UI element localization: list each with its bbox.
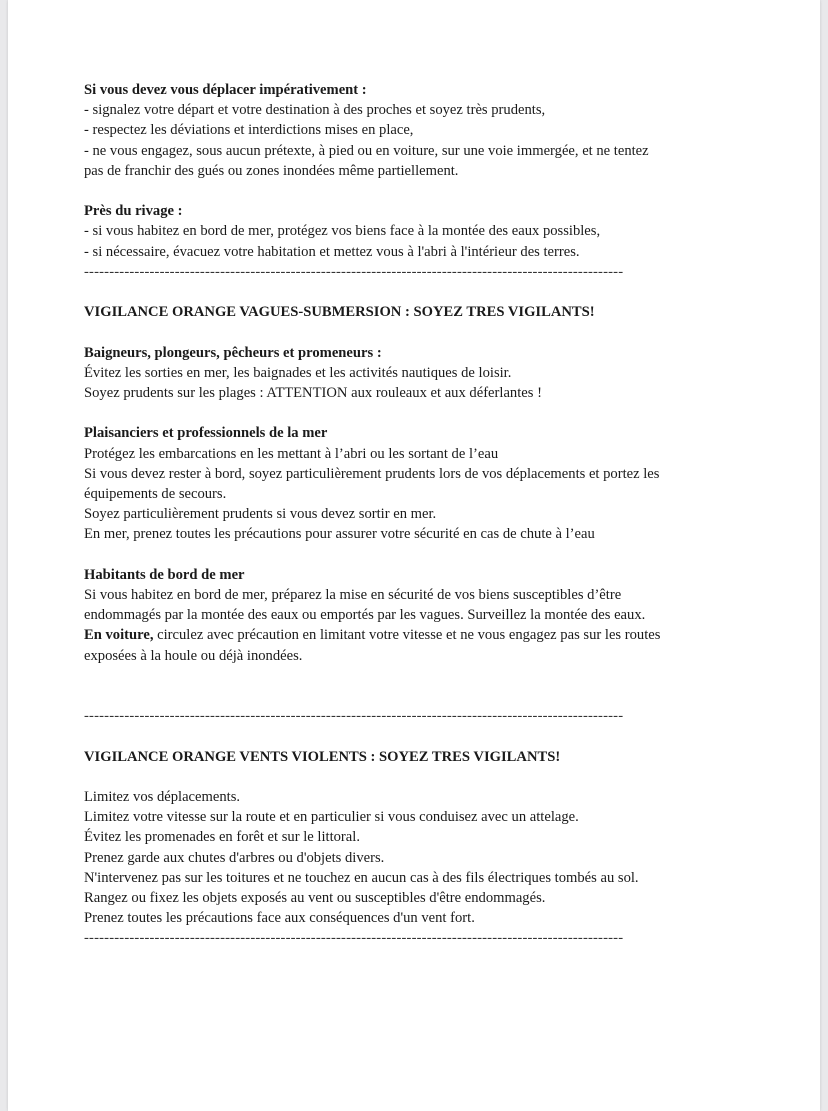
text-line: Prenez garde aux chutes d'arbres ou d'objets divers. bbox=[84, 849, 385, 866]
text-line: Évitez les sorties en mer, les baignades et les activités nautiques de loisir. bbox=[84, 364, 512, 381]
text-line: Si vous habitez en bord de mer, préparez la mise en sécurité de vos biens susceptibles d’être bbox=[84, 587, 622, 603]
text-line: équipements de secours. bbox=[84, 486, 227, 502]
heading-habitants: Habitants de bord de mer bbox=[84, 566, 245, 583]
text-line: - si nécessaire, évacuez votre habitation et mettez vous à l'abri à l'intérieur des terres. bbox=[84, 243, 580, 260]
voiture-bold-label: En voiture, bbox=[84, 627, 154, 644]
text-line: N'intervenez pas sur les toitures et ne touchez en aucun cas à des fils électriques tombés au sol. bbox=[84, 869, 639, 886]
separator-line: ----------------------------------------------------------------------------------------------------------- bbox=[84, 930, 624, 947]
text-line: Soyez particulièrement prudents si vous devez sortir en mer. bbox=[84, 506, 437, 523]
text-line: endommagés par la montée des eaux ou emportés par les vagues. Surveillez la montée des eaux. bbox=[84, 607, 646, 624]
heading-deplacement: Si vous devez vous déplacer impérativement : bbox=[84, 82, 367, 98]
title-vigilance-vents: VIGILANCE ORANGE VENTS VIOLENTS : SOYEZ TRES VIGILANTS! bbox=[84, 748, 561, 765]
text-line: Si vous devez rester à bord, soyez particulièrement prudents lors de vos déplacements et portez les bbox=[84, 465, 660, 482]
text-line: - ne vous engagez, sous aucun prétexte, à pied ou en voiture, sur une voie immergée, et ne tentez bbox=[84, 142, 649, 159]
separator-line: ----------------------------------------------------------------------------------------------------------- bbox=[84, 263, 624, 280]
text-line: Limitez votre vitesse sur la route et en particulier si vous conduisez avec un attelage. bbox=[84, 809, 579, 826]
text-line: exposées à la houle ou déjà inondées. bbox=[84, 647, 303, 664]
heading-baigneurs: Baigneurs, plongeurs, pêcheurs et promeneurs : bbox=[84, 344, 382, 361]
text-line: - si vous habitez en bord de mer, protégez vos biens face à la montée des eaux possibles, bbox=[84, 223, 601, 240]
voiture-text: circulez avec précaution en limitant votre vitesse et ne vous engagez pas sur les routes bbox=[153, 627, 661, 644]
heading-rivage: Près du rivage : bbox=[84, 203, 183, 220]
text-line-voiture bbox=[84, 625, 764, 645]
text-line: pas de franchir des gués ou zones inondées même partiellement. bbox=[84, 162, 459, 179]
text-line: Rangez ou fixez les objets exposés au vent ou susceptibles d'être endommagés. bbox=[84, 889, 546, 906]
text-line: Limitez vos déplacements. bbox=[84, 788, 241, 805]
document-page bbox=[8, 0, 820, 1111]
separator-line: ----------------------------------------------------------------------------------------------------------- bbox=[84, 708, 624, 725]
document-content bbox=[84, 80, 764, 949]
text-line: - respectez les déviations et interdictions mises en place, bbox=[84, 122, 414, 139]
heading-plaisanciers: Plaisanciers et professionnels de la mer bbox=[84, 425, 328, 442]
text-line: Prenez toutes les précautions face aux conséquences d'un vent fort. bbox=[84, 910, 475, 927]
text-line: Soyez prudents sur les plages : ATTENTION aux rouleaux et aux déferlantes ! bbox=[84, 385, 542, 401]
text-line: Protégez les embarcations en les mettant à l’abri ou les sortant de l’eau bbox=[84, 445, 499, 462]
text-line: En mer, prenez toutes les précautions pour assurer votre sécurité en cas de chute à l’eau bbox=[84, 526, 595, 543]
title-vigilance-vagues: VIGILANCE ORANGE VAGUES-SUBMERSION : SOYEZ TRES VIGILANTS! bbox=[84, 304, 595, 321]
text-line: Évitez les promenades en forêt et sur le littoral. bbox=[84, 829, 360, 846]
text-line: - signalez votre départ et votre destination à des proches et soyez très prudents, bbox=[84, 102, 546, 119]
